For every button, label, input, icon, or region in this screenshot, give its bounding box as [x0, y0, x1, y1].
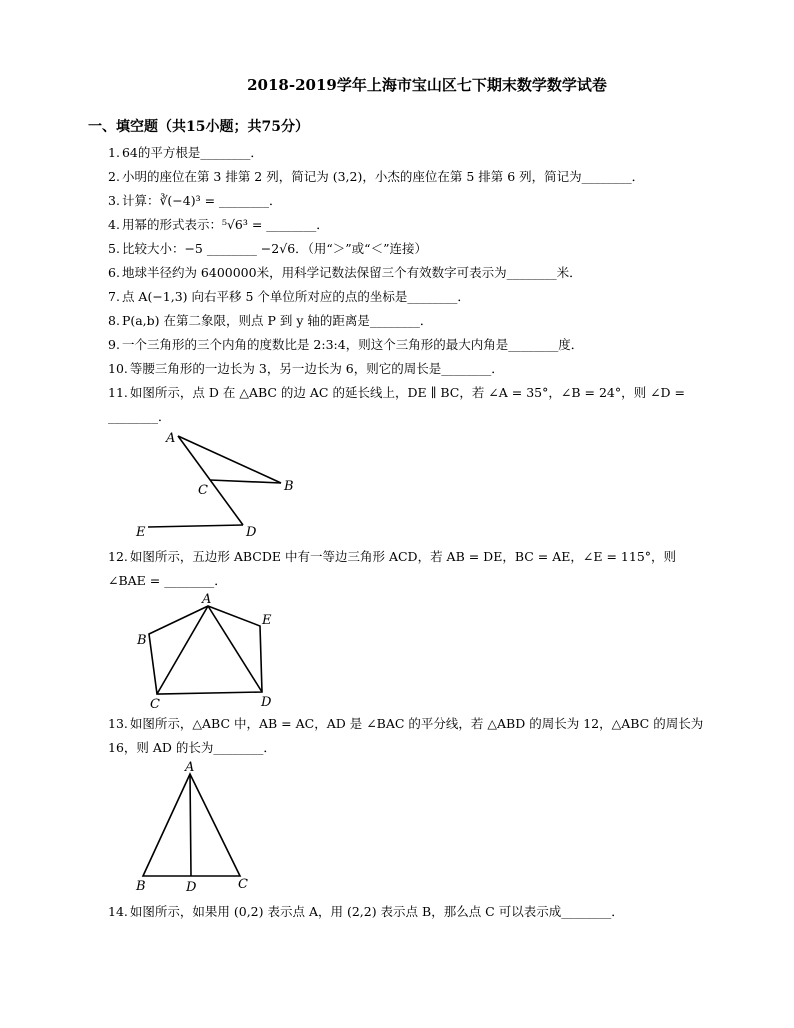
question-13: [108, 712, 704, 760]
label-D: D: [261, 695, 272, 710]
question-1: [108, 141, 708, 165]
section-heading: 一、填空题（共15小题；共75分）: [88, 119, 309, 135]
question-5: [108, 237, 708, 261]
line-CB: [210, 480, 281, 483]
figure-12: [132, 592, 282, 712]
line-AC: [157, 606, 208, 694]
question-text: 如图所示，点 D 在 △ABC 的边 AC 的延长线上，DE ∥ BC，若 ∠A = 35°，∠B = 24°，则 ∠D = ________．: [108, 385, 686, 424]
label-E: E: [262, 613, 272, 628]
label-B: B: [136, 879, 146, 894]
label-D: D: [186, 880, 197, 895]
question-text: 用幂的形式表示：⁵√6³ = ________．: [121, 217, 329, 232]
line-ED: [148, 525, 243, 527]
question-10: [108, 357, 708, 381]
label-B: B: [137, 633, 147, 648]
question-text: 等腰三角形的一边长为 3，另一边长为 6，则它的周长是________．: [129, 361, 504, 376]
question-text: 如图所示，五边形 ABCDE 中有一等边三角形 ACD，若 AB = DE，BC = AE，∠E = 115°，则 ∠BAE = ________．: [108, 549, 677, 588]
line-AD: [208, 606, 262, 692]
question-number: 12.: [108, 549, 128, 564]
question-number: 2.: [108, 169, 120, 184]
question-number: 6.: [108, 265, 120, 280]
question-text: 一个三角形的三个内角的度数比是 2:3:4，则这个三角形的最大内角是________度．: [121, 337, 584, 352]
line-AB: [178, 436, 281, 483]
figure-13: [130, 760, 260, 895]
label-C: C: [198, 483, 208, 498]
page-title: 2018-2019学年上海市宝山区七下期末数学数学试卷: [247, 76, 607, 94]
question-number: 13.: [108, 716, 128, 731]
question-number: 1.: [108, 145, 120, 160]
label-A: A: [202, 592, 212, 607]
question-text: 计算：∛(−4)³ = ________．: [121, 193, 282, 208]
question-text: 地球半径约为 6400000米，用科学记数法保留三个有效数字可表示为________米．: [121, 265, 582, 280]
label-D: D: [246, 525, 257, 540]
question-2: [108, 165, 708, 189]
question-3: [108, 189, 708, 213]
question-6: [108, 261, 708, 285]
question-text: 小明的座位在第 3 排第 2 列，简记为 (3,2)，小杰的座位在第 5 排第 6 列，简记为________．: [121, 169, 645, 184]
label-B: B: [284, 479, 294, 494]
line-AD: [190, 774, 191, 876]
question-text: 如图所示，△ABC 中，AB = AC，AD 是 ∠BAC 的平分线，若 △ABD 的周长为 12，△ABC 的周长为 16，则 AD 的长为________．: [108, 716, 704, 755]
pentagon-ABCDE: [149, 606, 262, 694]
label-E: E: [136, 525, 146, 540]
question-text: 如图所示，如果用 (0,2) 表示点 A，用 (2,2) 表示点 B，那么点 C 可以表示成________．: [129, 904, 624, 919]
question-9: [108, 333, 708, 357]
question-number: 9.: [108, 337, 120, 352]
question-text: 比较大小：−5 ________ −2√6．（用“＞”或“＜”连接）: [121, 241, 427, 256]
question-number: 11.: [108, 385, 128, 400]
question-number: 8.: [108, 313, 120, 328]
question-number: 7.: [108, 289, 120, 304]
question-text: 点 A(−1,3) 向右平移 5 个单位所对应的点的坐标是________．: [121, 289, 470, 304]
question-number: 14.: [108, 904, 128, 919]
question-number: 5.: [108, 241, 120, 256]
label-A: A: [185, 760, 195, 775]
question-11: [108, 381, 704, 429]
question-12: [108, 545, 704, 593]
figure-11: [128, 428, 298, 543]
question-number: 3.: [108, 193, 120, 208]
question-number: 4.: [108, 217, 120, 232]
question-7: [108, 285, 708, 309]
question-text: 64的平方根是________．: [121, 145, 263, 160]
question-8: [108, 309, 708, 333]
question-number: 10.: [108, 361, 128, 376]
label-C: C: [238, 877, 248, 892]
question-4: [108, 213, 708, 237]
question-14: [108, 900, 708, 924]
question-text: P(a,b) 在第二象限，则点 P 到 y 轴的距离是________．: [121, 313, 433, 328]
label-C: C: [150, 697, 160, 712]
label-A: A: [166, 431, 176, 446]
